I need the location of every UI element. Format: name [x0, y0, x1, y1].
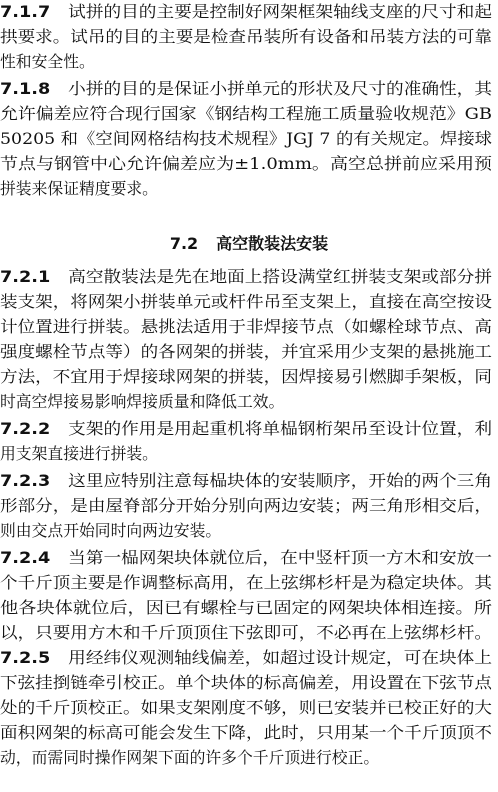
- clause-7-1-7-line-2: 拱要求。试吊的目的主要是检查吊装所有设备和吊装方法的可靠: [0, 27, 493, 46]
- clause-text: 高空散装法是先在地面上搭设满堂红拼装支架或部分拼: [68, 267, 493, 286]
- clause-text: 试拼的目的主要是控制好网架框架轴线支座的尺寸和起: [68, 2, 493, 21]
- clause-7-2-5-line-2: 下弦挂捯链牵引校正。单个块体的标高偏差，用设置在下弦节点: [0, 673, 493, 692]
- clause-text: 支架的作用是用起重机将单榀钢桁架吊至设计位置，利: [68, 419, 493, 438]
- clause-7-2-4-line-2: 个千斤顶主要是作调整标高用，在上弦绑杉杆是为稳定块体。其: [0, 573, 493, 592]
- clause-number: 7.2.3: [0, 471, 51, 490]
- clause-7-2-3-line-3: 则由交点开始同时向两边安装。: [0, 521, 222, 540]
- clause-7-1-7-line-3: 性和安全性。: [0, 52, 95, 71]
- clause-7-2-2-line-1: [0, 417, 498, 441]
- clause-7-2-5-line-4: 面积网架的标高可能会发生下降，此时，只用某一个千斤顶顶不: [0, 723, 493, 742]
- clause-7-2-1-line-1: [0, 265, 498, 289]
- clause-7-2-5-line-1: [0, 646, 498, 670]
- clause-7-2-4-line-3: 他各块体就位后，因已有螺栓与已固定的网架块体相连接。所: [0, 598, 493, 617]
- clause-7-2-1-line-5: 方法，不宜用于焊接球网架的拼装，因焊接易引燃脚手架板，同: [0, 367, 493, 386]
- clause-7-2-5-line-3: 处的千斤顶校正。如果支架刚度不够，则已安装并已校正好的大: [0, 698, 493, 717]
- section-title: 高空散装法安装: [216, 234, 329, 253]
- clause-7-2-1-line-2: 装支架，将网架小拼装单元或杆件吊至支架上，直接在高空按设: [0, 292, 493, 311]
- clause-7-1-7-line-1: [0, 0, 498, 24]
- clause-7-1-8-line-5: 拼装来保证精度要求。: [0, 179, 158, 198]
- clause-number: 7.2.2: [0, 419, 51, 438]
- clause-7-1-8-line-1: [0, 77, 498, 101]
- clause-7-2-2-line-2: 用支架直接进行拼装。: [0, 444, 158, 463]
- clause-7-2-3-line-1: [0, 469, 498, 493]
- clause-7-2-1-line-4: 强度螺栓节点等）的各网架的拼装，并宜采用少支架的悬挑施工: [0, 342, 493, 361]
- clause-text: 小拼的目的是保证小拼单元的形状及尺寸的准确性，其: [68, 79, 493, 98]
- clause-text: 用经纬仪观测轴线偏差，如超过设计规定，可在块体上: [68, 648, 493, 667]
- clause-text: 这里应特别注意每榀块体的安装顺序，开始的两个三角: [68, 471, 493, 490]
- clause-number: 7.2.1: [0, 267, 51, 286]
- clause-number: 7.1.8: [0, 79, 51, 98]
- clause-7-2-4-line-4: 以，只要用方木和千斤顶顶住下弦即可，不必再在上弦绑杉杆。: [0, 623, 493, 642]
- clause-7-1-8-line-4: 节点与钢管中心允许偏差应为±1.0mm。高空总拼前应采用预: [0, 154, 493, 173]
- clause-number: 7.2.4: [0, 548, 51, 567]
- clause-7-2-1-line-6: 时高空焊接易影响焊接质量和降低工效。: [0, 392, 285, 411]
- clause-7-1-8-line-2: 允许偏差应符合现行国家《钢结构工程施工质量验收规范》GB: [0, 104, 493, 123]
- section-heading: [0, 232, 498, 256]
- clause-7-1-8-line-3: 50205 和《空间网格结构技术规程》JGJ 7 的有关规定。焊接球: [0, 129, 493, 148]
- clause-text: 当第一榀网架块体就位后，在中竖杆顶一方木和安放一: [68, 548, 493, 567]
- section-number: 7.2: [169, 234, 199, 253]
- clause-7-2-4-line-1: [0, 546, 498, 570]
- clause-7-2-5-line-5: 动，而需同时操作网架下面的许多个千斤顶进行校正。: [0, 748, 380, 767]
- clause-7-2-1-line-3: 计位置进行拼装。悬挑法适用于非焊接节点（如螺栓球节点、高: [0, 317, 493, 336]
- clause-number: 7.1.7: [0, 2, 51, 21]
- clause-7-2-3-line-2: 形部分，是由屋脊部分开始分别向两边安装；两三角形相交后，: [0, 496, 493, 515]
- clause-number: 7.2.5: [0, 648, 51, 667]
